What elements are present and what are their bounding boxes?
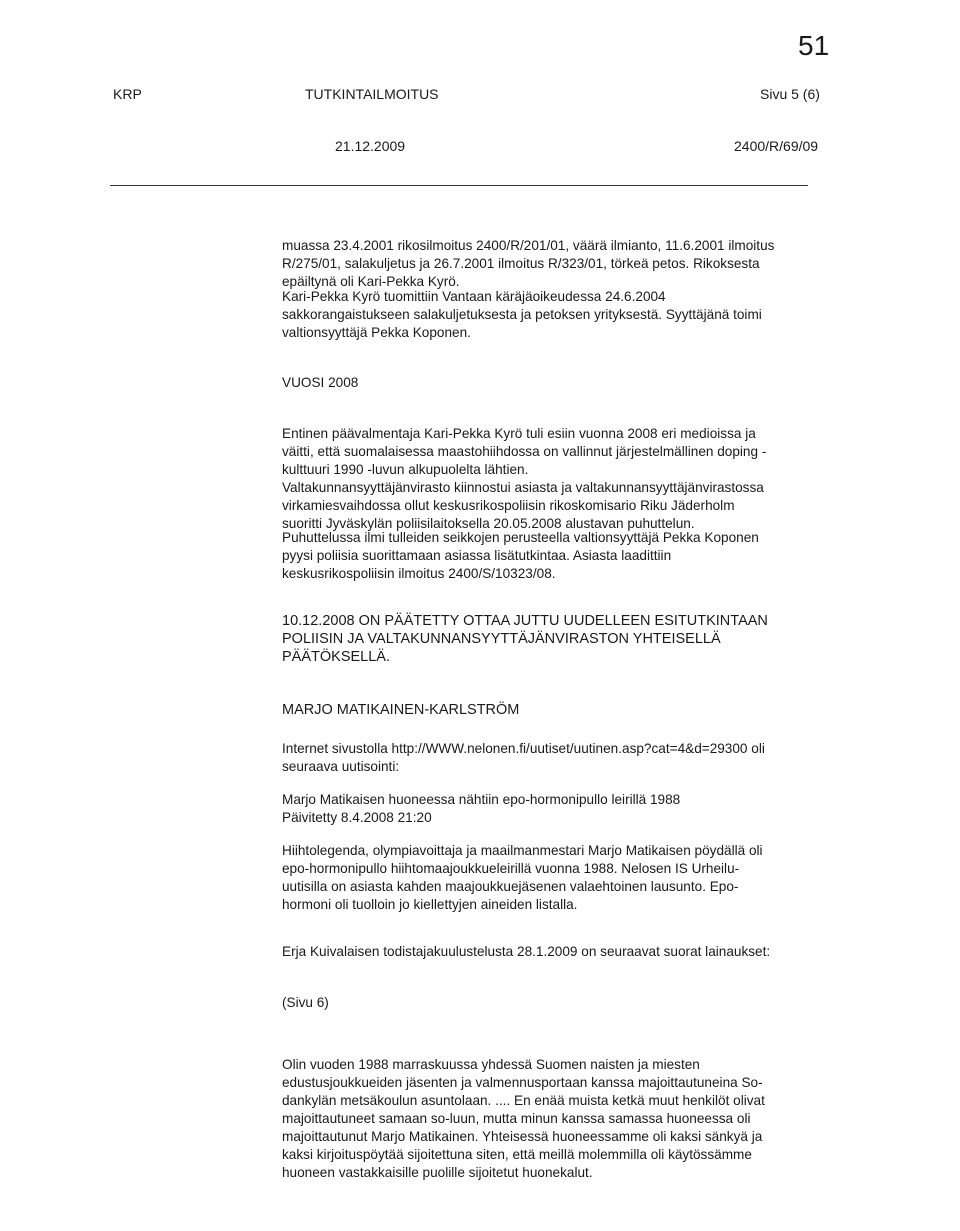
page-number: 51 — [798, 30, 830, 61]
page-reference — [282, 994, 802, 1012]
heading-year-2008 — [282, 374, 802, 392]
text-line: majoittautunut Marjo Matikainen. Yhteisessä huoneessamme oli kaksi sänkyä ja — [282, 1129, 763, 1144]
text-line: suoritti Jyväskylän poliisilaitoksella 20.05.2008 alustavan puhuttelun. — [282, 516, 695, 531]
text-line: seuraava uutisointi: — [282, 759, 400, 774]
text-line: virkamiesvaihdossa ollut keskusrikospoliisin rikoskomisario Riku Jäderholm — [282, 498, 735, 513]
text-line: Valtakunnansyyttäjänvirasto kiinnostui asiasta ja valtakunnansyyttäjänvirastossa — [282, 480, 764, 495]
header-page-info: Sivu 5 (6) — [760, 86, 820, 102]
text-line: Internet sivustolla http://WWW.nelonen.fi/uutiset/uutinen.asp?cat=4&d=29300 oli — [282, 741, 765, 756]
text-line: epäiltynä oli Kari-Pekka Kyrö. — [282, 274, 460, 289]
paragraph-witness-quote — [282, 1056, 802, 1182]
paragraph-news-body — [282, 842, 802, 914]
header-document-type: TUTKINTAILMOITUS — [305, 86, 439, 102]
text-line: (Sivu 6) — [282, 995, 329, 1010]
text-line: R/275/01, salakuljetus ja 26.7.2001 ilmoitus R/323/01, törkeä petos. Rikoksesta — [282, 256, 760, 271]
text-line: huoneen vastakkaisille puolille sijoitetut huonekalut. — [282, 1165, 593, 1180]
text-line: PÄÄTÖKSELLÄ. — [282, 649, 390, 665]
text-line: POLIISIN JA VALTAKUNNANSYYTTÄJÄNVIRASTON YHTEISELLÄ — [282, 631, 721, 647]
paragraph-conviction — [282, 288, 802, 342]
text-line: pyysi poliisia suorittamaan asiassa lisätutkintaa. Asiasta laadittiin — [282, 548, 672, 563]
text-line: Hiihtolegenda, olympiavoittaja ja maailmanmestari Marjo Matikaisen pöydällä oli — [282, 843, 763, 858]
text-line: epo-hormonipullo hiihtomaajoukkueleirillä vuonna 1988. Nelosen IS Urheilu- — [282, 861, 740, 876]
text-line: Kari-Pekka Kyrö tuomittiin Vantaan käräjäoikeudessa 24.6.2004 — [282, 289, 666, 304]
text-line: sakkorangaistukseen salakuljetuksesta ja petoksen yrityksestä. Syyttäjänä toimi — [282, 307, 762, 322]
header-org-code: KRP — [113, 86, 142, 102]
text-line: uutisilla on asiasta kahden maajoukkuejäsenen valaehtoinen lausunto. Epo- — [282, 879, 739, 894]
text-line: valtionsyyttäjä Pekka Koponen. — [282, 325, 471, 340]
text-line: muassa 23.4.2001 rikosilmoitus 2400/R/201/01, väärä ilmianto, 11.6.2001 ilmoitus — [282, 238, 775, 253]
text-line: majoittautuneet samaan so-luun, mutta minun kanssa samassa huoneessa oli — [282, 1111, 751, 1126]
heading-person-name — [282, 701, 802, 719]
header-divider — [110, 185, 808, 186]
text-line: MARJO MATIKAINEN-KARLSTRÖM — [282, 702, 520, 718]
text-line: dankylän metsäkoulun asuntolaan. .... En enää muista ketkä muut henkilöt olivat — [282, 1093, 765, 1108]
paragraph-news-headline — [282, 791, 802, 827]
text-line: kaksi kirjoituspöytää sijoitettuna siten, että meillä molemmilla oli käytössämme — [282, 1147, 752, 1162]
text-line: kulttuuri 1990 -luvun alkupuolelta lähtien. — [282, 462, 529, 477]
text-line: edustusjoukkueiden jäsenten ja valmennusportaan kanssa majoittautuneina So- — [282, 1075, 763, 1090]
paragraph-earlier-reports — [282, 237, 802, 291]
text-line: 10.12.2008 ON PÄÄTETTY OTTAA JUTTU UUDELLEEN ESITUTKINTAAN — [282, 613, 768, 629]
paragraph-doping-claims — [282, 425, 802, 533]
text-line: VUOSI 2008 — [282, 375, 359, 390]
text-line: Puhuttelussa ilmi tulleiden seikkojen perusteella valtionsyyttäjä Pekka Koponen — [282, 530, 759, 545]
text-line: Olin vuoden 1988 marraskuussa yhdessä Suomen naisten ja miesten — [282, 1057, 700, 1072]
text-line: Marjo Matikaisen huoneessa nähtiin epo-hormonipullo leirillä 1988 — [282, 792, 681, 807]
text-line: Entinen päävalmentaja Kari-Pekka Kyrö tuli esiin vuonna 2008 eri medioissa ja — [282, 426, 756, 441]
text-line: väitti, että suomalaisessa maastohiihdossa on vallinnut järjestelmällinen doping - — [282, 444, 767, 459]
text-line: Erja Kuivalaisen todistajakuulustelusta 28.1.2009 on seuraavat suorat lainaukset: — [282, 944, 771, 959]
paragraph-witness-intro — [282, 943, 802, 961]
header-date: 21.12.2009 — [335, 138, 406, 154]
text-line: keskusrikospoliisin ilmoitus 2400/S/10323/08. — [282, 566, 556, 581]
paragraph-news-source — [282, 740, 802, 776]
text-line: Päivitetty 8.4.2008 21:20 — [282, 810, 432, 825]
text-line: hormoni oli tuolloin jo kiellettyjen aineiden listalla. — [282, 897, 578, 912]
paragraph-further-investigation — [282, 529, 802, 583]
decision-statement — [282, 612, 802, 666]
header-reference-number: 2400/R/69/09 — [734, 138, 819, 154]
